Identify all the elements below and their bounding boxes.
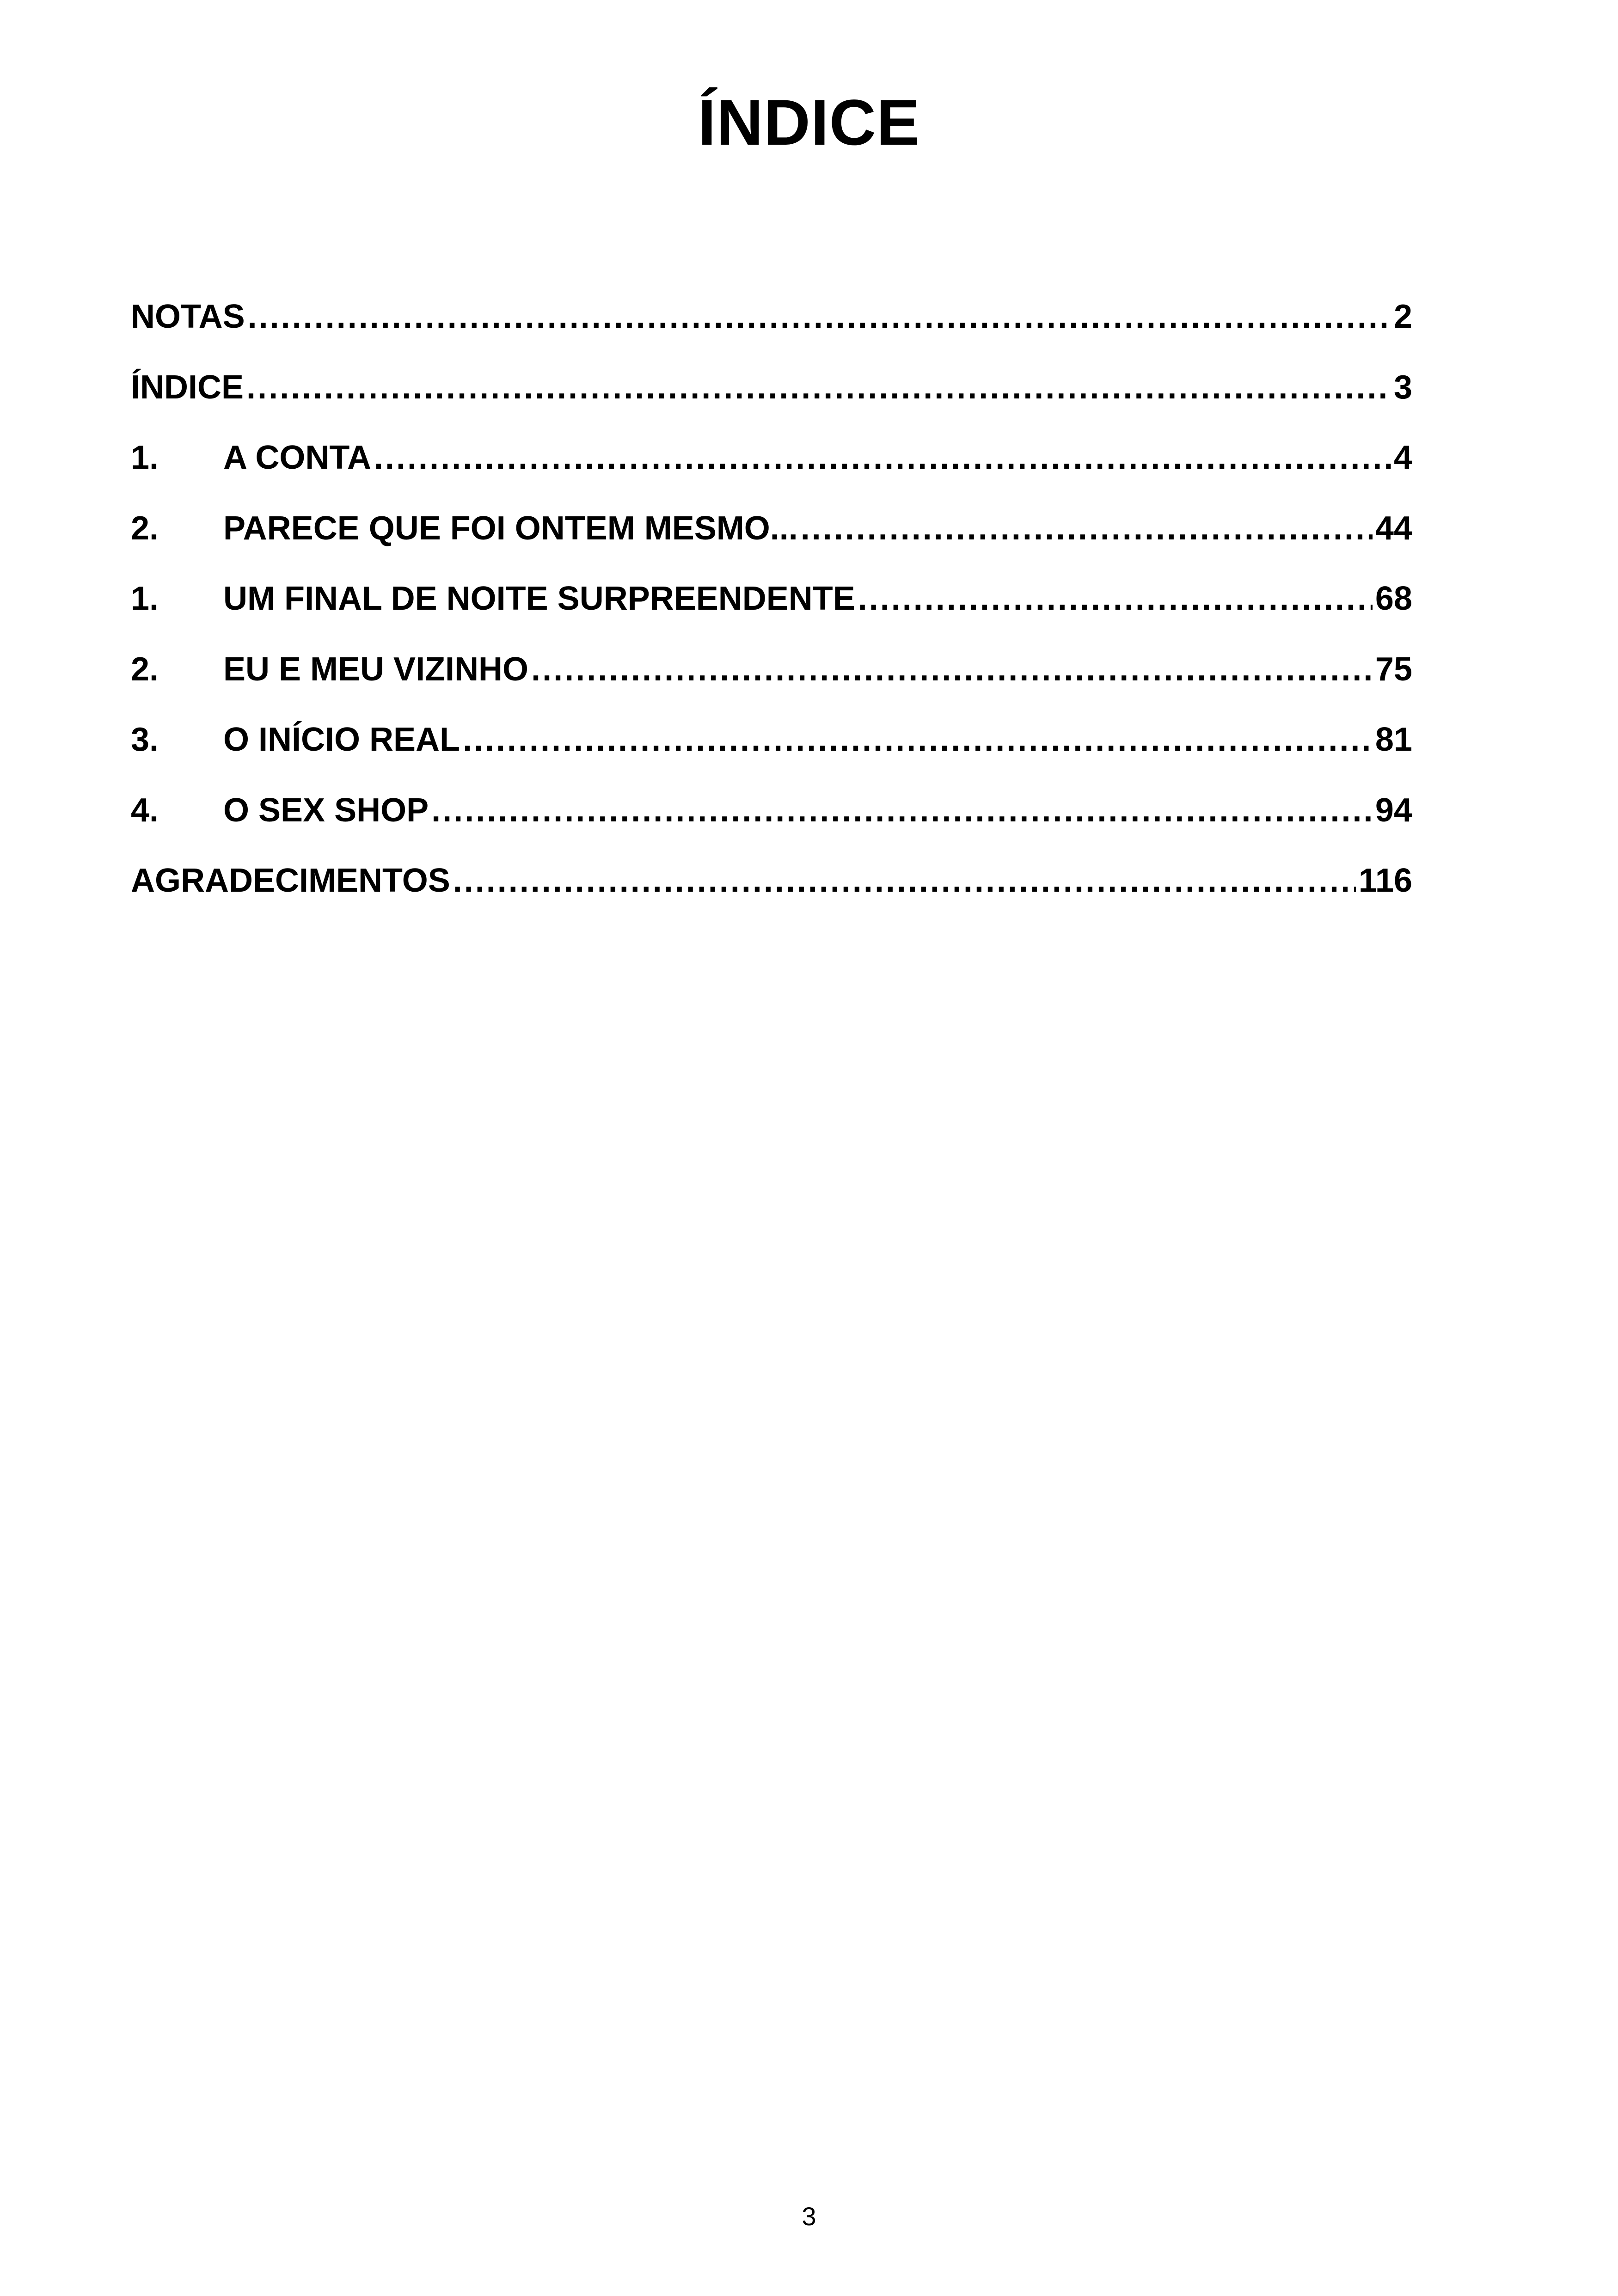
toc-entry-page: 116 (1358, 862, 1412, 899)
toc-entry-page: 4 (1393, 439, 1412, 476)
toc-entry-chapter[interactable] (131, 644, 1412, 695)
toc-entry-notas[interactable] (131, 291, 1412, 342)
toc-dot-leader (453, 855, 1356, 906)
toc-entry-page: 44 (1375, 510, 1412, 547)
toc-entry-chapter[interactable] (131, 432, 1412, 483)
toc-dot-leader (374, 432, 1391, 483)
toc-entry-chapter[interactable] (131, 785, 1412, 836)
toc-dot-leader (801, 503, 1373, 554)
toc-entry-page: 2 (1393, 298, 1412, 335)
toc-entry-label: O INÍCIO REAL (223, 721, 460, 758)
toc-entry-number: 4. (131, 792, 159, 829)
toc-entry-page: 75 (1375, 651, 1412, 688)
page-title: ÍNDICE (698, 86, 920, 159)
page-number: 3 (802, 2202, 816, 2231)
toc-entry-chapter[interactable] (131, 573, 1412, 624)
toc-dot-leader (463, 714, 1373, 765)
toc-entry-page: 3 (1393, 369, 1412, 406)
toc-entry-label: ÍNDICE (131, 369, 244, 406)
toc-entry-label: PARECE QUE FOI ONTEM MESMO... (223, 510, 798, 547)
toc-dot-leader (531, 644, 1373, 695)
toc-entry-indice[interactable] (131, 362, 1412, 413)
toc-entry-agradecimentos[interactable] (131, 855, 1412, 906)
toc-entry-label: A CONTA (223, 439, 371, 476)
toc-entry-chapter[interactable] (131, 503, 1412, 554)
toc-entry-number: 1. (131, 439, 159, 476)
toc-dot-leader (246, 362, 1391, 413)
toc-entry-number: 2. (131, 651, 159, 688)
toc-entry-page: 68 (1375, 580, 1412, 617)
toc-entry-number: 2. (131, 510, 159, 547)
toc-entry-label: AGRADECIMENTOS (131, 862, 450, 899)
toc-entry-label: UM FINAL DE NOITE SURPREENDENTE (223, 580, 855, 617)
toc-entry-number: 1. (131, 580, 159, 617)
toc-dot-leader (248, 291, 1391, 342)
toc-entry-label: EU E MEU VIZINHO (223, 651, 529, 688)
toc-entry-number: 3. (131, 721, 159, 758)
toc-entry-chapter[interactable] (131, 714, 1412, 765)
toc-entry-page: 94 (1375, 792, 1412, 829)
toc-dot-leader (431, 785, 1373, 836)
toc-dot-leader (858, 573, 1373, 624)
toc-entry-page: 81 (1375, 721, 1412, 758)
toc-entry-label: O SEX SHOP (223, 792, 429, 829)
toc-entry-label: NOTAS (131, 298, 245, 335)
